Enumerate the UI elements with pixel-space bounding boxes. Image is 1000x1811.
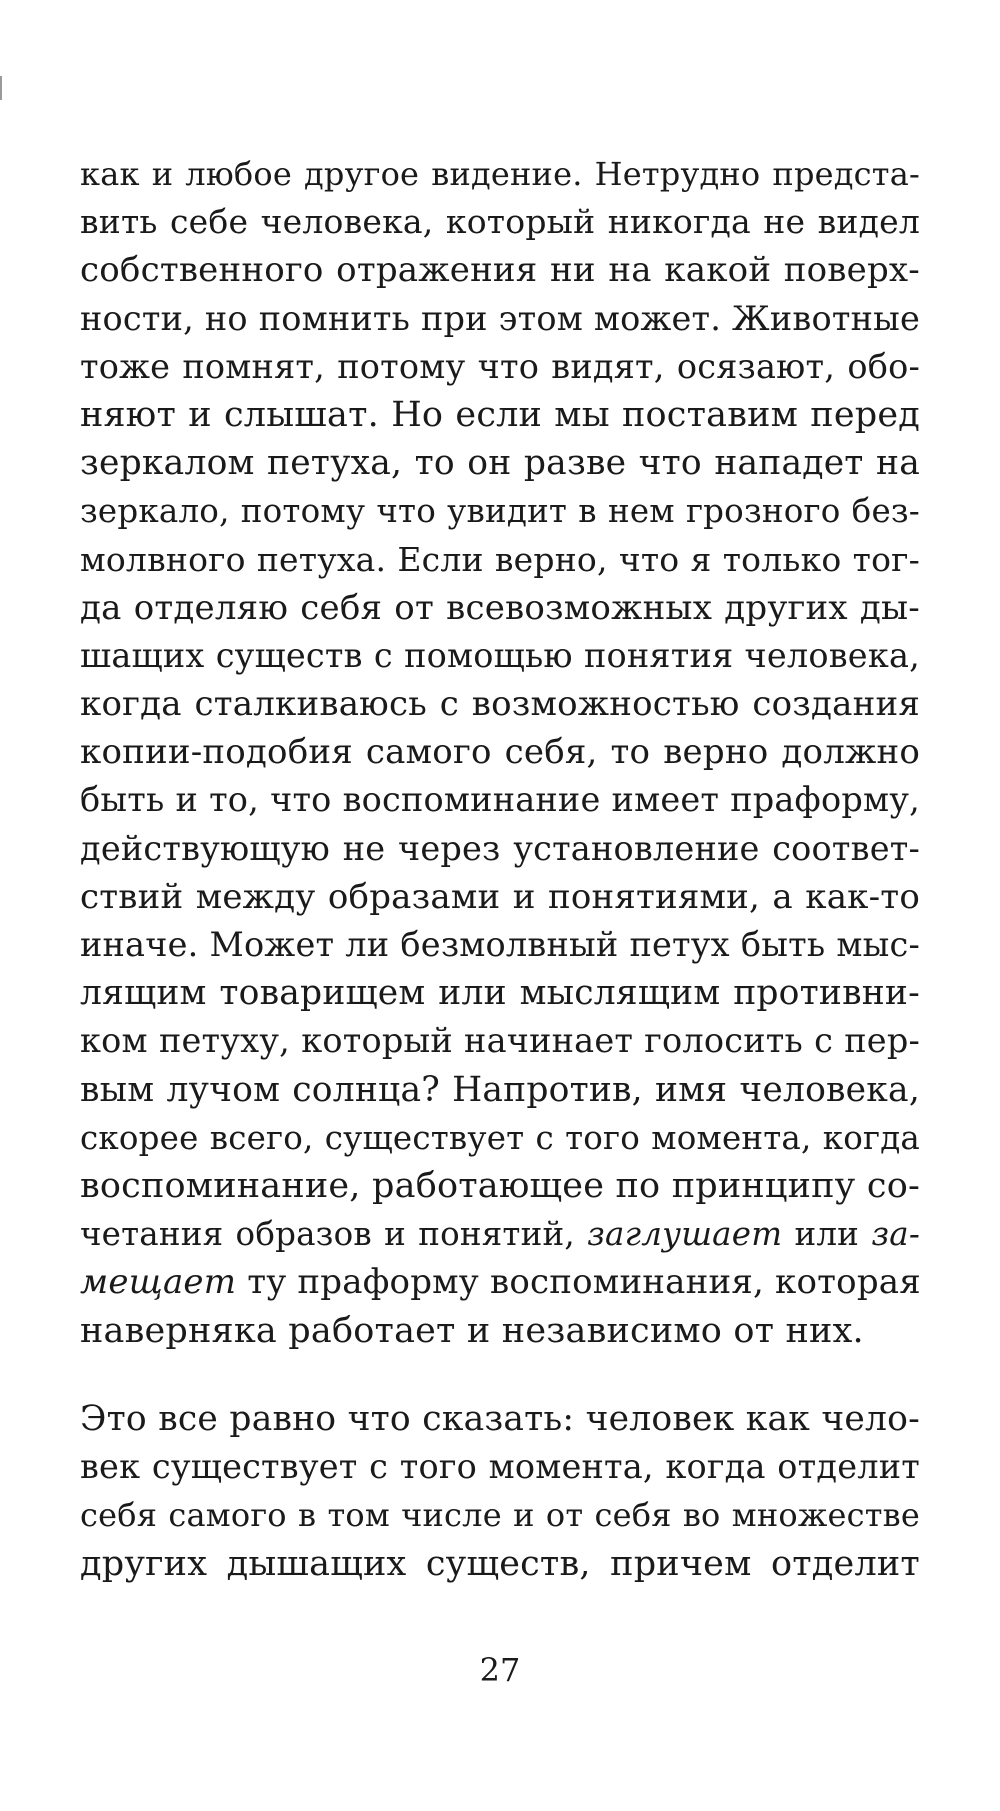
text-line: копии-подобия самого себя, то верно должно <box>80 732 920 773</box>
text-line: собственного отражения ни на какой поверх- <box>80 250 920 291</box>
text-line <box>80 1210 920 1258</box>
text-line: вить себе человека, который никогда не видел <box>80 202 920 242</box>
text-line: себя самого в том числе и от себя во множестве <box>80 1496 920 1535</box>
text-line: зеркало, потому что увидит в нем грозного без- <box>80 492 920 531</box>
text-line: наверняка работает и независимо от них. <box>80 1310 864 1351</box>
text-line <box>80 1258 920 1306</box>
text-line: да отделяю себя от всевозможных других ды- <box>80 587 920 628</box>
text-line: ком петуху, который начинает голосить с пер- <box>80 1021 920 1061</box>
italic-emphasis: за- <box>871 1215 920 1254</box>
italic-emphasis: заглушает <box>587 1215 783 1254</box>
text-line: ствий между образами и понятиями, а как-то <box>80 876 920 917</box>
text-line: лящим товарищем или мыслящим противни- <box>80 973 920 1014</box>
text-line: век существует с того момента, когда отделит <box>80 1447 920 1487</box>
text-line: когда сталкиваюсь с возможностью создания <box>80 684 920 725</box>
text-line: Это все равно что сказать: человек как чело- <box>80 1399 920 1439</box>
text-line: действующую не через установление соответ- <box>80 828 920 868</box>
text-line: быть и то, что воспоминание имеет праформу, <box>80 780 920 820</box>
page-number: 27 <box>479 1651 521 1689</box>
text-line: шащих существ с помощью понятия человека, <box>80 635 920 675</box>
text-line: скорее всего, существует с того момента, когда <box>80 1118 920 1157</box>
italic-emphasis: мещает <box>80 1262 237 1303</box>
text-line: как и любое другое видение. Нетрудно предста- <box>80 155 920 193</box>
text-run: ту праформу воспоминания, которая <box>236 1262 921 1303</box>
text-line: воспоминание, работающее по принципу со- <box>80 1165 920 1206</box>
text-line: няют и слышат. Но если мы поставим перед <box>80 394 920 435</box>
text-line: иначе. Может ли безмолвный петух быть мыс- <box>80 925 920 964</box>
text-line: ности, но помнить при этом может. Животные <box>80 298 920 338</box>
paragraph-2 <box>80 1395 920 1588</box>
text-line: вым лучом солнца? Напротив, имя человека, <box>80 1069 920 1110</box>
page-edge-mark <box>0 76 2 100</box>
text-line: молвного петуха. Если верно, что я только тог- <box>80 539 920 579</box>
text-line: других дышащих существ, причем отделит <box>80 1543 920 1584</box>
text-line: зеркалом петуха, то он разве что нападет на <box>80 443 920 484</box>
text-run: или <box>782 1215 872 1254</box>
text-run: четания образов и понятий, <box>80 1215 588 1254</box>
paragraph-1 <box>80 150 920 1355</box>
text-line: тоже помнят, потому что видят, осязают, обо- <box>80 346 920 386</box>
